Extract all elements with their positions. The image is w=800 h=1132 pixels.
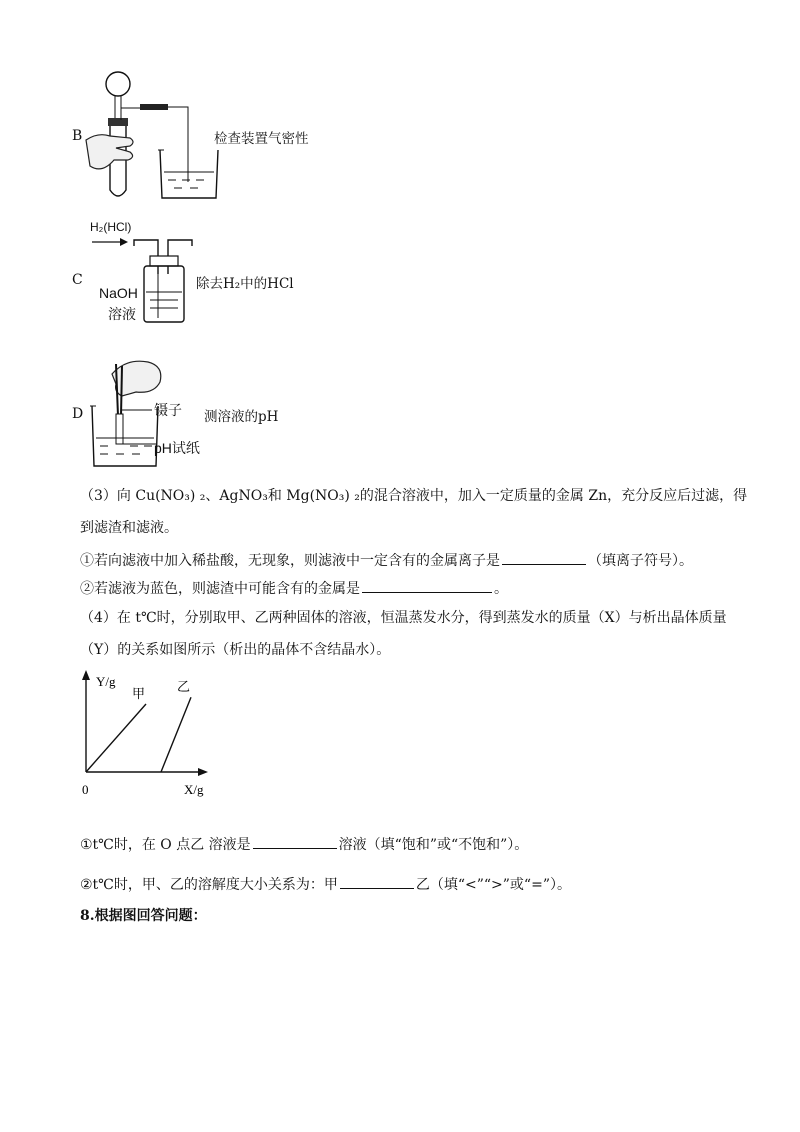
q3-sub1-answer-blank[interactable] [502, 550, 586, 565]
q4-text-line1: （4）在 t℃时，分别取甲、乙两种固体的溶液，恒温蒸发水分，得到蒸发水的质量（X）与析出晶体质量 [80, 610, 727, 626]
q3-text-line2: 到滤渣和滤液。 [80, 520, 178, 536]
tweezers-label: 镊子 [154, 403, 182, 419]
x-axis-arrow-icon [198, 768, 208, 776]
y-axis-label: Y/g [96, 674, 116, 689]
y-axis-arrow-icon [82, 670, 90, 680]
series-line-1 [86, 704, 146, 772]
airtightness-apparatus-figure [80, 62, 230, 202]
q3-sub1 [80, 550, 693, 571]
q4-sub1 [80, 834, 528, 855]
ph-paper-label: pH试纸 [154, 440, 200, 456]
q4-text-line2: （Y）的关系如图所示（析出的晶体不含结晶水）。 [80, 642, 391, 658]
option-c-letter: C [72, 272, 83, 288]
q3-sub1-prompt: ①若向滤液中加入稀盐酸，无现象，则滤液中一定含有的金属离子是 [80, 553, 500, 569]
series-line-2 [161, 697, 191, 772]
gas-label: H₂(HCl) [90, 220, 132, 234]
evaporation-crystal-chart [60, 666, 230, 806]
q4-sub2 [80, 874, 571, 895]
q4-sub2-answer-blank[interactable] [340, 874, 414, 889]
q3-sub1-hint: （填离子符号）。 [588, 553, 693, 569]
series-label-1: 甲 [132, 687, 146, 702]
q3-sub2-prompt: ②若滤液为蓝色，则滤渣中可能含有的金属是 [80, 581, 360, 597]
reagent-label-line1: NaOH [99, 285, 138, 301]
option-d-letter: D [72, 406, 84, 422]
q3-sub2-hint: 。 [494, 581, 508, 597]
option-b-caption: 检查装置气密性 [214, 131, 309, 147]
option-b-letter: B [72, 128, 83, 144]
option-d-caption: 测溶液的pH [204, 409, 279, 425]
q4-sub1-hint: 溶液（填“饱和”或“不饱和”）。 [338, 837, 529, 853]
q4-sub2-hint: 乙（填“<”“>”或“=”）。 [415, 877, 571, 893]
option-c-caption: 除去H₂中的HCl [196, 276, 294, 292]
q3-sub2-answer-blank[interactable] [362, 578, 492, 593]
gas-washing-bottle-figure [88, 234, 198, 334]
reagent-label-line2: 溶液 [108, 307, 136, 323]
q4-sub2-prompt: ②t℃时，甲、乙的溶解度大小关系为：甲 [80, 877, 338, 893]
q3-sub2 [80, 578, 508, 599]
q3-text-line1: （3）向 Cu(NO₃) ₂、AgNO₃和 Mg(NO₃) ₂的混合溶液中，加入一定质量的金属 Zn，充分反应后过滤，得 [80, 488, 748, 504]
q4-sub1-answer-blank[interactable] [253, 834, 337, 849]
q8-heading: 8.根据图回答问题： [80, 908, 207, 924]
series-label-2: 乙 [177, 680, 191, 696]
q4-sub1-prompt: ①t℃时，在 O 点乙 溶液是 [80, 837, 251, 853]
x-axis-label: X/g [184, 782, 204, 797]
origin-label: 0 [82, 782, 89, 797]
